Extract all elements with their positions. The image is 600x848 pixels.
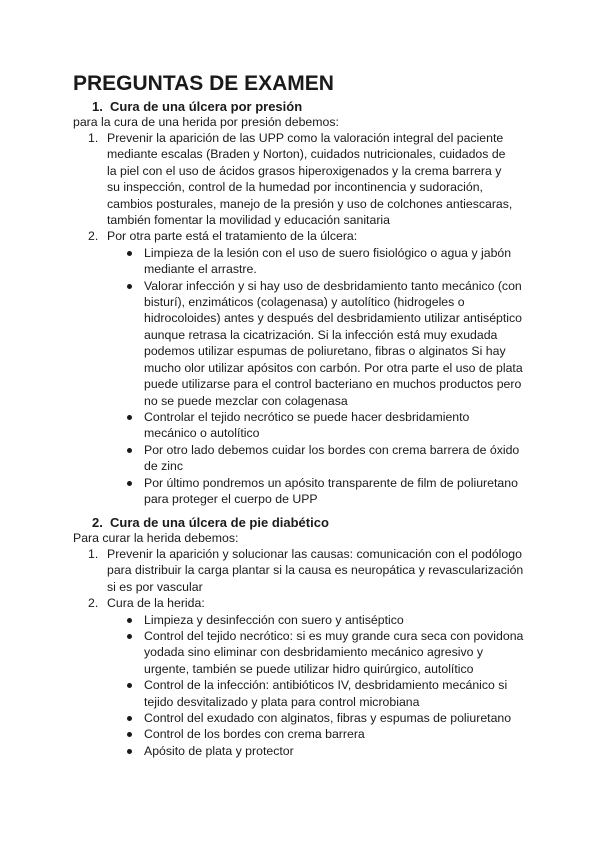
question-2-intro: Para curar la herida debemos: xyxy=(73,531,239,545)
list-item-text: Prevenir la aparición y solucionar las causas: comunicación con el podólogo para distribuir la carga plantar si la causa es neuropática y revascularización si es por vascular xyxy=(107,547,524,594)
bullet-item: Limpieza de la lesión con el uso de suero fisiológico o agua y jabón mediante el arrastre. xyxy=(144,245,524,278)
question-1-heading xyxy=(92,99,302,114)
question-2-heading xyxy=(92,515,329,530)
list-item xyxy=(88,130,517,228)
bullet-item: Control del tejido necrótico: si es muy grande cura seca con povidona yodada sino eliminar con desbridamiento mecánico agresivo y urgente, también se puede utilizar hidro quirúrgico, autolítico xyxy=(144,629,524,676)
list-item xyxy=(88,546,525,595)
list-item xyxy=(88,595,525,759)
question-1-intro: para la cura de una herida por presión debemos: xyxy=(73,115,339,129)
bullet-item: Limpieza y desinfección con suero y antiséptico xyxy=(144,612,524,628)
bullet-item: Por otro lado debemos cuidar los bordes con crema barrera de óxido de zinc xyxy=(144,442,524,475)
list-item-text: Cura de la herida: xyxy=(107,596,205,611)
bullet-item: Valorar infección y si hay uso de desbridamiento tanto mecánico (con bisturí), enzimáticos (colagenasa) y autolítico (hidrogeles o hidrocoloides) antes y después del desbridamiento utilizar antiséptico aunque retrasa la cicatrización. Si la infección está muy exudada podemos utilizar espumas de poliuretano, fibras o alginatos Si hay mucho olor utilizar apósitos con carbón. Por otra parte el uso de plata puede utilizarse para el control bacteriano en muchos productos pero no se puede mezclar con colagenasa xyxy=(144,278,523,408)
bullet-item: Control del exudado con alginatos, fibras y espumas de poliuretano xyxy=(144,710,524,726)
page-title: PREGUNTAS DE EXAMEN xyxy=(73,72,334,95)
bullet-list xyxy=(144,245,524,508)
list-item xyxy=(88,228,523,507)
bullet-item: Control de la infección: antibióticos IV, desbridamiento mecánico si tejido desvitalizado y plata para control microbiana xyxy=(144,677,524,710)
bullet-item: Por último pondremos un apósito transparente de film de poliuretano para proteger el cuerpo de UPP xyxy=(144,475,524,508)
question-2-title: Cura de una úlcera de pie diabético xyxy=(110,515,329,530)
list-item-text: Prevenir la aparición de las UPP como la valoración integral del paciente mediante escalas (Braden y Norton), cuidados nutricionales, cuidados de la piel con el uso de ácidos grasos hiperoxigenados y la crema barrera y su inspección, control de la humedad por incontinencia y sudoración, cambios posturales, manejo de la presión y uso de colchones antiescaras, también fomentar la movilidad y educación sanitaria xyxy=(107,131,513,228)
list-item-number: 1. xyxy=(88,547,99,561)
list-item-number: 2. xyxy=(88,596,99,611)
question-1-list xyxy=(88,130,523,507)
question-1-title: Cura de una úlcera por presión xyxy=(110,99,303,114)
bullet-list xyxy=(144,612,524,760)
question-1-number: 1. xyxy=(92,99,103,114)
list-item-text: Por otra parte está el tratamiento de la úlcera: xyxy=(107,229,358,244)
bullet-item: Apósito de plata y protector xyxy=(144,743,524,759)
list-item-number: 2. xyxy=(88,229,99,244)
question-2-number: 2. xyxy=(92,515,103,530)
list-item-number: 1. xyxy=(88,131,99,145)
question-2-list xyxy=(88,546,525,759)
bullet-item: Controlar el tejido necrótico se puede hacer desbridamiento mecánico o autolítico xyxy=(144,409,524,442)
bullet-item: Control de los bordes con crema barrera xyxy=(144,726,524,742)
